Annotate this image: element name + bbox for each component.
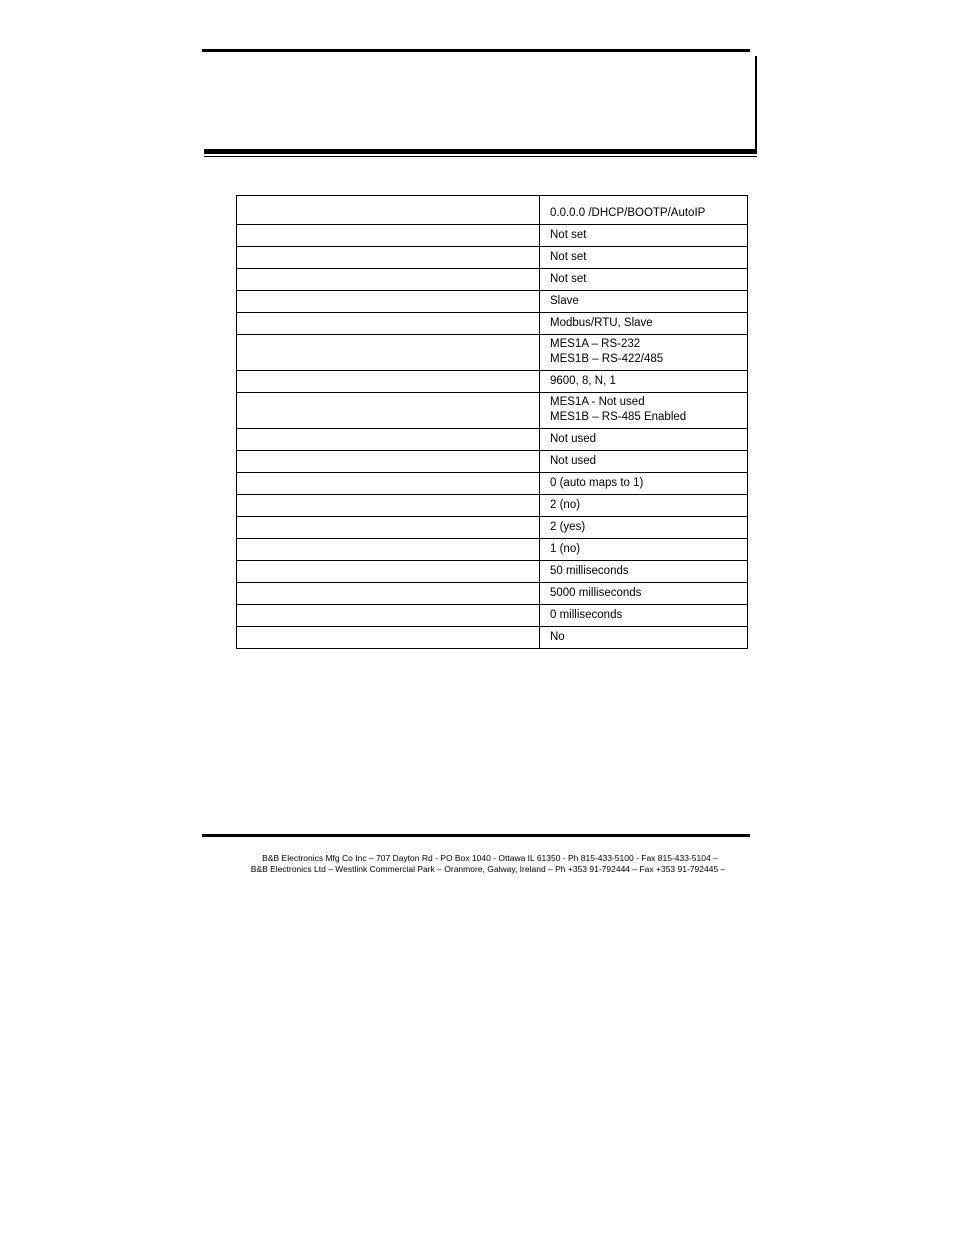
table-row [237,473,748,495]
table-row [237,335,748,371]
setting-value-line: 2 (no) [550,499,581,511]
setting-value-line: 0.0.0.0 /DHCP/BOOTP/AutoIP [550,207,706,219]
table-row [237,313,748,335]
setting-value-cell [540,473,748,495]
setting-value-line: Not set [550,229,587,241]
setting-name-cell [237,225,540,247]
table-row [237,247,748,269]
setting-value-line: No [550,631,565,643]
table-row [237,517,748,539]
setting-name-cell [237,517,540,539]
header-bottom-rule-thin [204,156,757,157]
table-row [237,451,748,473]
setting-name-cell [237,247,540,269]
setting-name-cell [237,627,540,649]
table-row [237,393,748,429]
table-row [237,269,748,291]
table-row [237,561,748,583]
table-row [237,291,748,313]
settings-table-body [237,196,748,649]
setting-value-line: Not set [550,273,587,285]
setting-name-cell [237,269,540,291]
setting-value-line: MES1A - Not used [550,396,645,408]
setting-name-cell [237,451,540,473]
setting-name-cell [237,371,540,393]
setting-name-cell [237,539,540,561]
header-top-rule [202,49,750,52]
table-row [237,225,748,247]
setting-name-cell [237,561,540,583]
setting-name-cell [237,583,540,605]
setting-value-cell [540,335,748,371]
setting-value-line: 5000 milliseconds [550,587,642,599]
footer-address-us: B&B Electronics Mfg Co Inc – 707 Dayton Rd - PO Box 1040 - Ottawa IL 61350 - Ph 815-433-5100 - Fax 815-433-5104 – [262,853,718,863]
setting-value-cell [540,495,748,517]
setting-value-line: MES1A – RS-232 [550,338,641,350]
setting-value-cell [540,605,748,627]
setting-value-cell [540,313,748,335]
setting-value-line: Not used [550,455,597,467]
table-row [237,605,748,627]
setting-name-cell [237,393,540,429]
setting-value-cell [540,196,748,225]
setting-name-cell [237,335,540,371]
setting-value-cell [540,247,748,269]
setting-name-cell [237,473,540,495]
table-row [237,627,748,649]
setting-value-line: 9600, 8, N, 1 [550,375,616,387]
setting-value-cell [540,451,748,473]
table-row [237,583,748,605]
default-settings-table [236,195,748,649]
header-bottom-rule [204,149,757,154]
setting-value-cell [540,583,748,605]
table-row [237,429,748,451]
setting-name-cell [237,495,540,517]
table-row [237,539,748,561]
setting-name-cell [237,605,540,627]
setting-name-cell [237,291,540,313]
footer-address-ireland: B&B Electronics Ltd – Westlink Commercial Park – Oranmore, Galway, Ireland – Ph +353 91-792444 – Fax +353 91-792445 – [250,864,726,874]
setting-value-line: 0 milliseconds [550,609,623,621]
setting-value-line: Slave [550,295,579,307]
setting-value-line: 50 milliseconds [550,565,629,577]
setting-value-line: Modbus/RTU, Slave [550,317,653,329]
setting-name-cell [237,196,540,225]
table-row [237,196,748,225]
setting-value-cell [540,393,748,429]
setting-value-cell [540,561,748,583]
setting-value-line: MES1B – RS-485 Enabled [550,411,687,423]
setting-value-line: 0 (auto maps to 1) [550,477,644,489]
setting-value-cell [540,539,748,561]
setting-value-line: Not used [550,433,597,445]
setting-value-cell [540,429,748,451]
header-right-rule [755,56,757,152]
table-row [237,371,748,393]
setting-value-cell [540,627,748,649]
setting-value-cell [540,291,748,313]
setting-name-cell [237,429,540,451]
setting-value-cell [540,517,748,539]
setting-value-cell [540,225,748,247]
setting-value-cell [540,269,748,291]
setting-value-line: Not set [550,251,587,263]
table-row [237,495,748,517]
setting-value-line: 2 (yes) [550,521,586,533]
setting-value-line: 1 (no) [550,543,581,555]
setting-name-cell [237,313,540,335]
setting-value-line: MES1B – RS-422/485 [550,353,664,365]
footer-rule [202,834,750,837]
setting-value-cell [540,371,748,393]
